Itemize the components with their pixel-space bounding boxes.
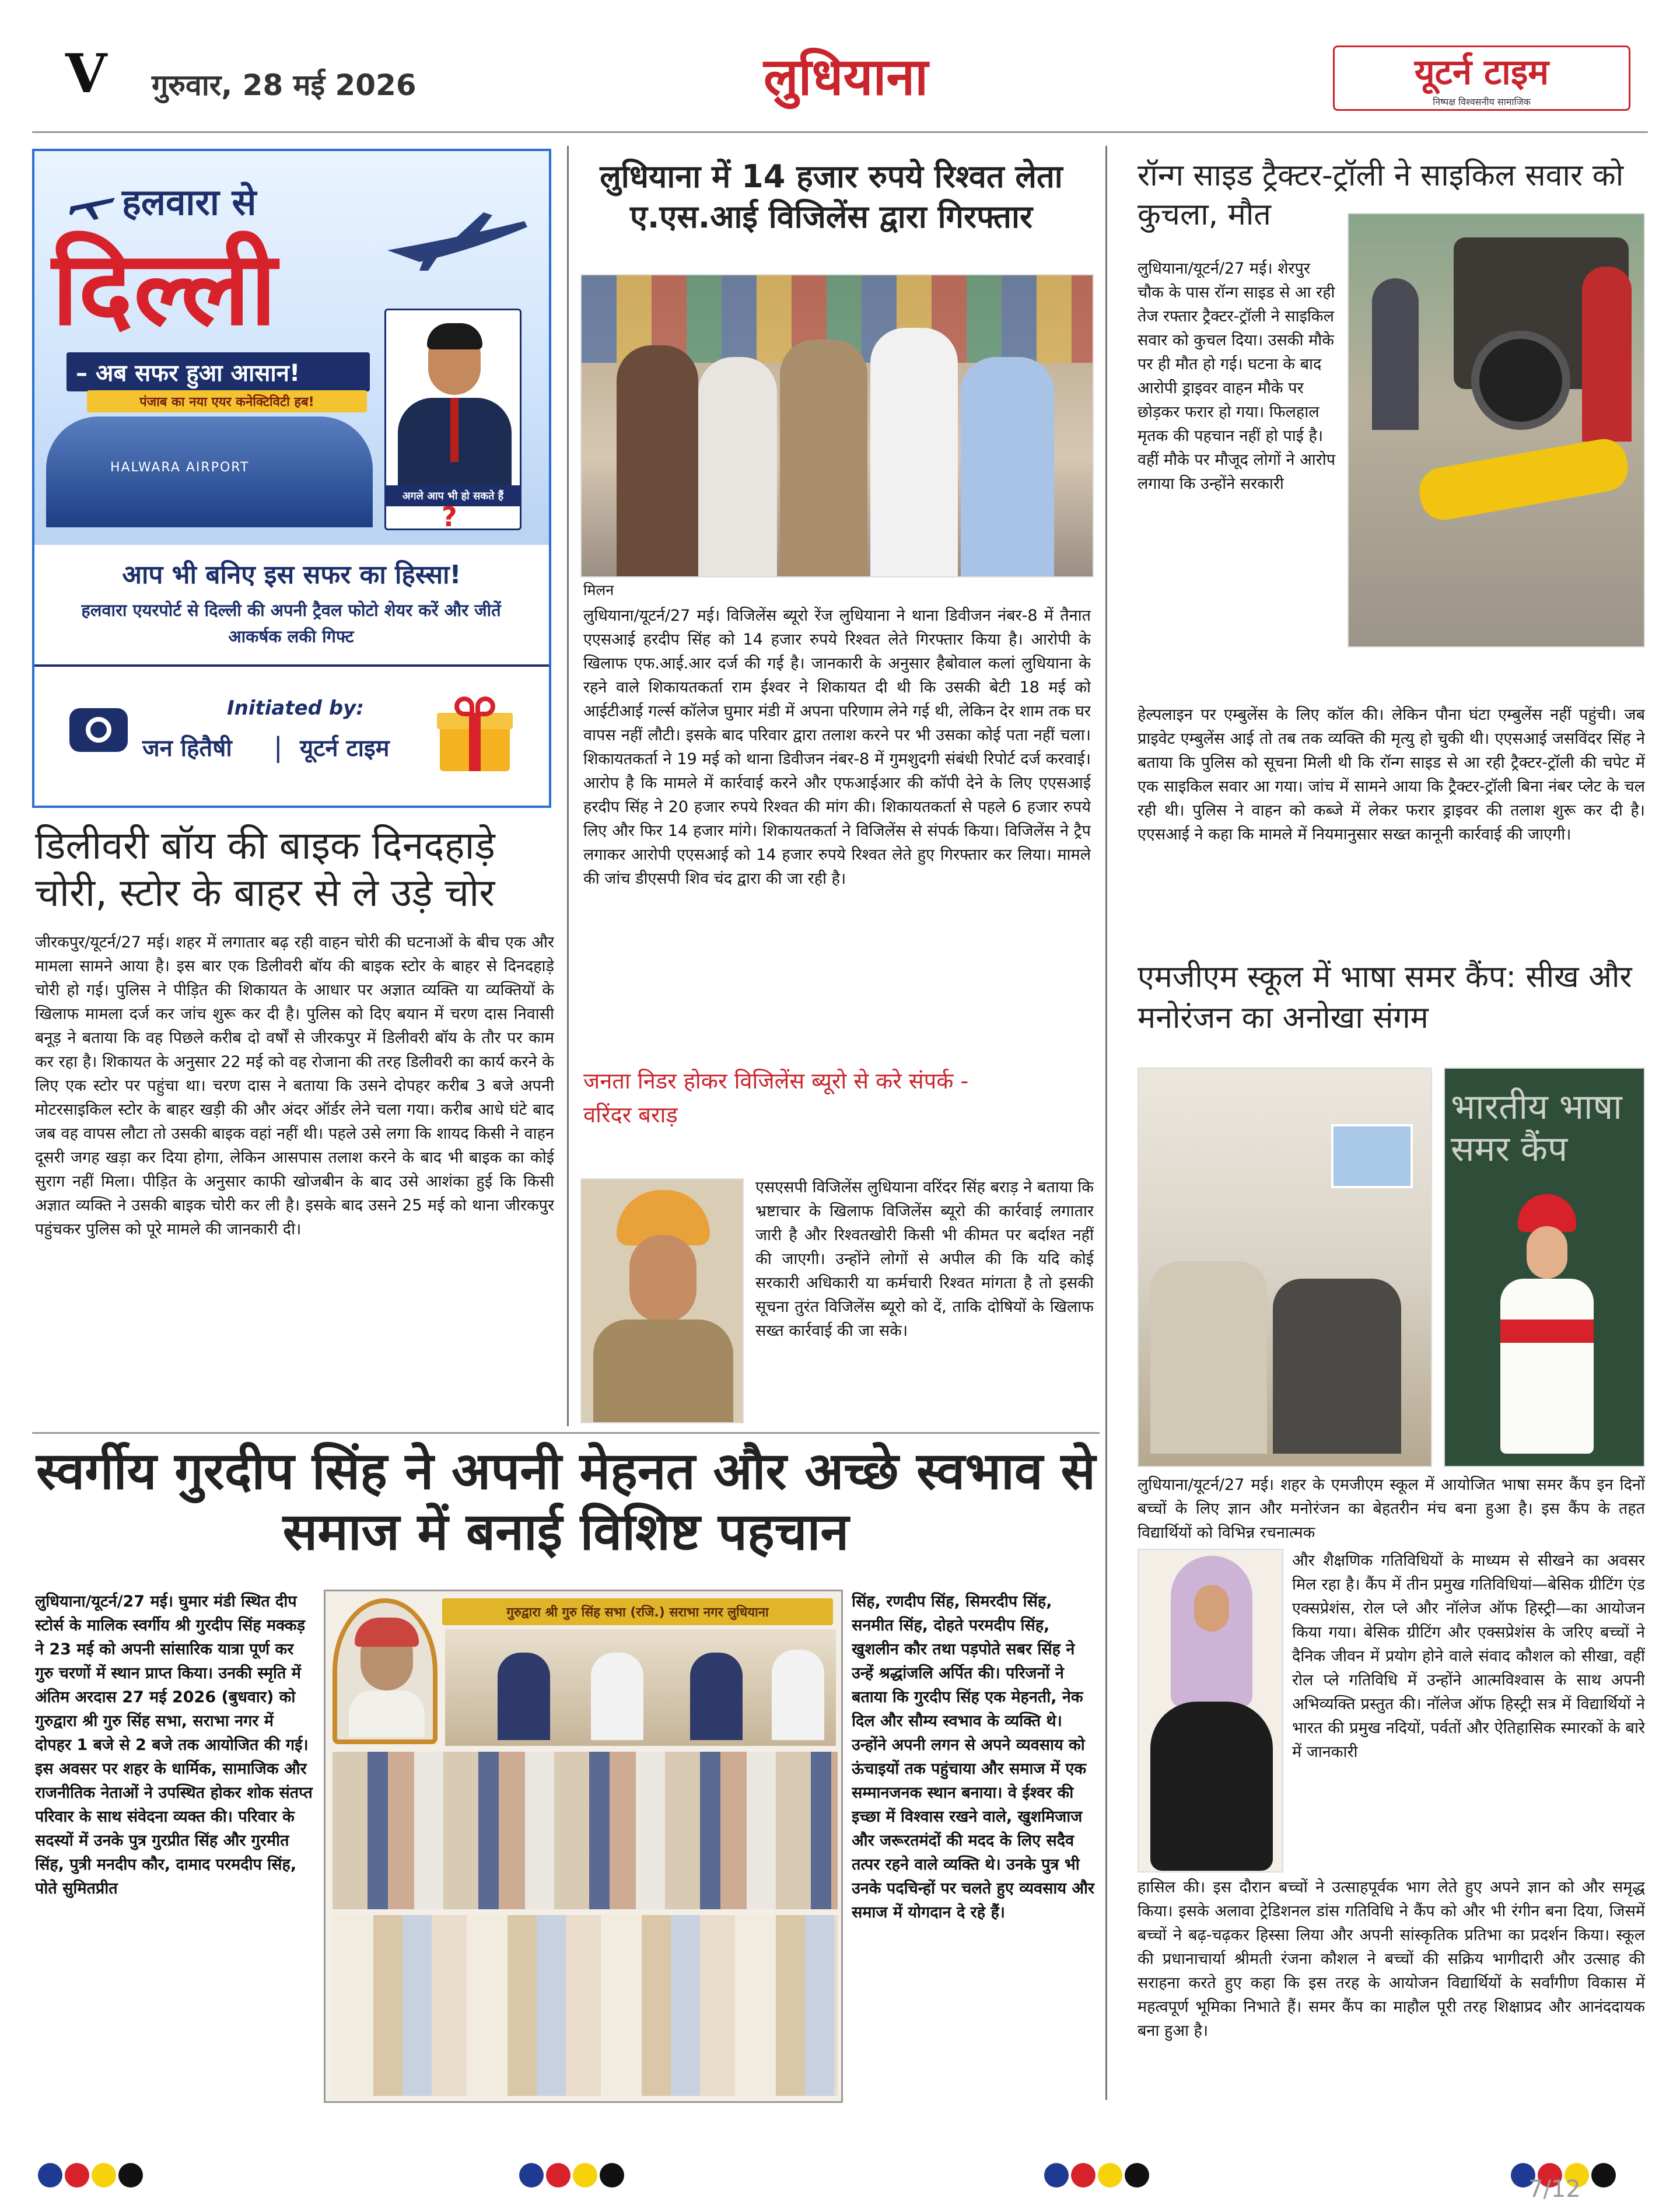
issue-letter: V [65,42,107,105]
ssp-portrait [580,1178,744,1423]
gurdeep-body-left: लुधियाना/यूटर्न/27 मई। घुमार मंडी स्थित दीप स्टोर्स के मालिक स्वर्गीय श्री गुरदीप सिंह मक्कड़ ने 23 मई को अपनी सांसारिक यात्रा पूर्ण कर गुरु चरणों में स्थान प्राप्त किया। उनकी स्मृति में अंतिम अरदास 27 मई 2026 (बुधवार) को गुरुद्वारा श्री गुरु सिंह सभा, सराभा नगर में दोपहर 1 बजे से 2 बजे तक आयोजित की गई। इस अवसर पर शहर के धार्मिक, सामाजिक और राजनीतिक नेताओं ने उपस्थित होकर शोक संतप्त परिवार के साथ संवेदना व्यक्त की। परिवार के सदस्यों में उनके पुत्र गुरप्रीत सिंह और गुरमीत सिंह, पुत्री मनदीप कौर, दामाद परमदीप सिंह, पोते सुमितप्रीत [35,1592,313,1898]
color-dots-3 [1044,2163,1152,2190]
chalkboard-text: भारतीय भाषा समर कैंप [1451,1087,1622,1170]
tractor-wheel [1471,331,1570,430]
vigilance-headline: लुधियाना में 14 हजार रुपये रिश्वत लेता ए.एस.आई विजिलेंस द्वारा गिरफ्तार [600,158,1063,236]
col-rule-1 [567,146,569,1426]
kirtan-scene [445,1629,836,1746]
org-uturn-time: यूटर्न टाइम [300,735,390,762]
attendees-women [332,1915,838,2096]
masthead-date: गुरुवार, 28 मई 2026 [152,68,416,102]
ad-line1: हलवारा से [122,181,257,223]
mgm-body-bottom: हासिल की। इस दौरान बच्चों ने उत्साहपूर्वक भाग लेते हुए अपने ज्ञान को और समृद्ध किया। इसके अलावा ट्रेडिशनल डांस गतिविधि ने कैंप को और भी रंगीन बना दिया, जिसमें बच्चों ने बढ़-चढ़कर हिस्सा लिया और अपनी सांस्कृतिक प्रतिभा का प्रदर्शन किया। स्कूल की प्रधानाचार्या श्रीमती रंजना कौशल ने बच्चों की सक्रिय भागीदारी और उत्साह की सराहना करते हुए कहा कि इस तरह के आयोजन विद्यार्थियों के सर्वांगीण विकास में महत्वपूर्ण भूमिका निभाते हैं। समर कैंप का माहौल पूरी तरह शिक्षाप्रद और आनंददायक बना हुआ है। [1138,1878,1645,2041]
logo-tagline: निष्पक्ष विश्वसनीय सामाजिक [1433,96,1531,107]
color-dots-2 [519,2163,626,2190]
ad-cta: आप भी बनिए इस सफर का हिस्सा! [122,560,461,590]
dot-red [65,2163,89,2188]
dot-black [118,2163,143,2188]
color-dots-1 [38,2163,145,2190]
girl-photo [1444,1068,1645,1467]
travel-ad [32,149,551,808]
logo-text: यूटर्न टाइम [1414,52,1549,93]
person-5 [961,357,1054,578]
mgm-headline: एमजीएम स्कूल में भाषा समर कैंप: सीख और मनोरंजन का अनोखा संगम [1138,960,1632,1036]
person-1 [617,345,698,578]
mgm-body-narrow: और शैक्षणिक गतिविधियों के माध्यम से सीखने का अवसर मिल रहा है। कैंप में तीन प्रमुख गतिविधियां—बेसिक ग्रीटिंग एंड एक्सप्रेशंस, रोल प्ले और नॉलेज ऑफ हिस्ट्री—का आयोजन किया गया। बेसिक ग्रीटिंग और एक्सप्रेशंस के जरिए बच्चों ने दैनिक जीवन में प्रयोग होने वाले संवाद कौशल को सीखा, वहीं रोल प्ले गतिविधि में उन्होंने आत्मविश्वास के साथ अपनी अभिव्यक्ति प्रस्तुत की। नॉलेज ऑफ हिस्ट्री सत्र में विद्यार्थियों ने भारत की प्रमुख नदियों, पर्वतों और ऐतिहासिक स्मारकों के बारे में जानकारी [1292,1552,1645,1762]
ssp-quote: एसएसपी विजिलेंस लुधियाना वरिंदर सिंह बराड़ ने बताया कि भ्रष्टाचार के खिलाफ विजिलेंस ब्यूरो की कार्रवाई लगातार जारी है और रिश्वतखोरी किसी भी कीमत पर बर्दाश्त नहीं की जाएगी। उन्होंने लोगों से अपील की कि यदि कोई सरकारी अधिकारी या कर्मचारी रिश्वत मांगता है तो इसकी सूचना तुरंत विजिलेंस ब्यूरो को दें, ताकि दोषियों के खिलाफ सख्त कार्रवाई की जा सके। [755,1178,1094,1340]
org-jan-hitaishi: जन हितैषी [142,735,232,762]
girl-sash [1500,1320,1594,1343]
initiated-label: Initiated by: [227,696,364,720]
bystander-2 [1582,267,1632,442]
ad-line2: दिल्ली [52,230,278,348]
tractor-headline: रॉन्ग साइड ट्रैक्टर-ट्रॉली ने साइकिल सवार को कुचला, मौत [1138,158,1624,232]
jet-icon [384,204,530,274]
silhouette-tie [450,398,459,462]
dot-black [1125,2163,1149,2188]
gurdeep-top-rule [32,1432,1100,1434]
gurdeep-headline: स्वर्गीय गुरदीप सिंह ने अपनी मेहनत और अच्छे स्वभाव से समाज में बनाई विशिष्ट पहचान [36,1441,1096,1562]
gurdeep-photo-collage [324,1590,843,2103]
tractor-photo [1348,213,1645,648]
airport-sign: HALWARA AIRPORT [110,460,250,475]
vigilance-subhead: जनता निडर होकर विजिलेंस ब्यूरो से करे संपर्क - [583,1068,969,1094]
airplane-icon [69,186,116,221]
student-row-1 [1150,1261,1267,1454]
gift-icon [437,696,513,772]
dancer-veil [1171,1556,1252,1707]
photo-placeholder [384,309,522,530]
vigilance-photo [580,274,1094,578]
attendees-men [332,1752,838,1909]
camera-icon [69,708,128,752]
vigilance-caption: मिलन [583,582,614,598]
dot-yellow [1098,2163,1122,2188]
page-number: 7/12 [1528,2176,1581,2203]
uniform [593,1320,733,1423]
ad-cta-sub: हलवारा एयरपोर्ट से दिल्ली की अपनी ट्रैवल फोटो शेयर करें और जीतें आकर्षक लकी गिफ्ट [81,600,501,646]
mgm-body-top: लुधियाना/यूटर्न/27 मई। शहर के एमजीएम स्कूल में आयोजित भाषा समर कैंप इन दिनों बच्चों के लिए ज्ञान और मनोरंजन का बेहतरीन मंच बना हुआ है। इस कैंप के तहत विद्यार्थियों को विभिन्न रचनात्मक [1138,1476,1645,1542]
vigilance-subhead-name: वरिंदर बराड़ [583,1102,678,1128]
dot-blue [519,2163,544,2188]
person-2 [698,357,777,578]
girl-face [1527,1226,1567,1279]
dancer-skirt [1150,1702,1273,1871]
tractor-body-wide: हेल्पलाइन पर एम्बुलेंस के लिए कॉल की। लेकिन पौना घंटा एम्बुलेंस नहीं पहुंची। जब प्राइवेट एम्बुलेंस आई तो तब तक व्यक्ति की मृत्यु हो चुकी थी। एएसआई जसविंदर सिंह ने बताया कि पुलिस को सूचना मिली थी कि रॉन्ग साइड से आ रही ट्रैक्टर-ट्रॉली की चपेट में एक साइकिल सवार आ गया। जांच में सामने आया कि ट्रैक्टर-ट्रॉली बिना नंबर प्लेट के चल रही थी। पुलिस ने वाहन को कब्जे में लेकर फरार ड्राइवर की तलाश शुरू कर दी है। एएसआई ने कहा कि मामले में नियमानुसार सख्त कानूनी कार्रवाई की जाएगी। [1138,706,1645,844]
who-label: अगले आप भी हो सकते हैं [386,485,520,506]
dancer-face [1194,1585,1229,1632]
ad-line4: पंजाब का नया एयर कनेक्टिविटी हब! [87,390,367,412]
dot-yellow [92,2163,116,2188]
org-separator: | [274,732,283,763]
ad-divider [34,664,549,667]
dot-blue [1044,2163,1069,2188]
bike-body: जीरकपुर/यूटर्न/27 मई। शहर में लगातार बढ़ रही वाहन चोरी की घटनाओं के बीच एक और मामला सामने आया है। इस बार एक डिलीवरी बॉय की बाइक स्टोर के बाहर से दिनदहाड़े चोरी हो गई। पुलिस ने पीड़ित की शिकायत के आधार पर अज्ञात व्यक्ति या व्यक्तियों के खिलाफ मामला दर्ज कर जांच शुरू कर दी है। पुलिस को दिए बयान में चरण दास निवासी बनूड़ ने बताया कि वह पिछले करीब दो वर्षों से जीरकपुर में डिलीवरी बॉय के तौर पर काम कर रहा है। शिकायत के अनुसार 22 मई को वह रोजाना की तरह डिलीवरी का कार्य करने के लिए एक स्टोर पर पहुंचा था। चरण दास ने बताया कि उसने दोपहर करीब 3 बजे अपनी मोटरसाइकिल स्टोर के बाहर खड़ी की और अंदर ऑर्डर लेने चला गया। करीब आधे घंटे बाद जब वह वापस लौटा तो उसकी बाइक वहां नहीं थी। पहले उसे लगा कि शायद किसी ने वाहन दूसरी जगह खड़ा कर दिया होगा, लेकिन आसपास तलाश करने के बाद भी बाइक का कोई सुराग नहीं मिला। पीड़ित के अनुसार काफी खोजबीन के बाद उसे आशंका हुई कि किसी अज्ञात व्यक्ति ने उसकी बाइक चोरी कर ली है। इसके बाद उसने 25 मई को थाना जीरकपुर पहुंचकर पुलिस को पूरे मामले की जानकारी दी। [35,933,554,1239]
victim-cloth [1416,435,1632,523]
masthead-rule [32,131,1648,133]
masthead-city: लुधियाना [763,47,929,107]
dot-black [600,2163,624,2188]
ad-line3: – अब सफर हुआ आसान! [66,352,370,391]
person-4 [870,328,958,578]
bike-headline: डिलीवरी बॉय की बाइक दिनदहाड़े चोरी, स्टोर के बाहर से ले उड़े चोर [35,823,495,915]
dot-yellow [573,2163,597,2188]
dot-red [1071,2163,1096,2188]
masthead-logo [1333,46,1630,111]
student-row-2 [1273,1279,1401,1454]
dot-black [1591,2163,1616,2188]
silhouette-hair [427,323,482,349]
face [629,1235,696,1322]
dancer-photo [1138,1549,1283,1873]
tractor-body-narrow: लुधियाना/यूटर्न/27 मई। शेरपुर चौक के पास रॉन्ग साइड से आ रही तेज रफ्तार ट्रैक्टर-ट्रॉली ने साइकिल सवार को कुचल दिया। उसकी मौके पर ही मौत हो गई। घटना के बाद आरोपी ड्राइवर वाहन मौके पर छोड़कर फरार हो गया। फिलहाल मृतक की पहचान नहीं हो पाई है। वहीं मौके पर मौजूद लोगों ने आरोप लगाया कि उन्होंने सरकारी [1138,260,1336,494]
vigilance-body: लुधियाना/यूटर्न/27 मई। विजिलेंस ब्यूरो रेंज लुधियाना ने थाना डिवीजन नंबर-8 में तैनात एएसआई हरदीप सिंह को 14 हजार रुपये रिश्वत लेते गिरफ्तार किया है। आरोपी के खिलाफ एफ.आई.आर दर्ज की गई है। जानकारी के अनुसार हैबोवाल कलां लुधियाना के रहने वाले शिकायतकर्ता राम ईश्वर ने शिकायत दी थी कि उसकी बेटी 18 मई को आईटीआई गर्ल्स कॉलेज घुमार मंडी में अपना परिणाम लेने गई थी, लेकिन देर शाम तक घर वापस नहीं लौटी। इसके बाद परिवार द्वारा तलाश करने पर भी उसका कोई पता नहीं चला। शिकायतकर्ता ने 19 मई को थाना डिवीजन नंबर-8 में गुमशुदगी संबंधी रिपोर्ट दर्ज करवाई। आरोप है कि मामले में कार्रवाई करने और एफआईआर की कॉपी देने के लिए एएसआई हरदीप सिंह ने 20 हजार रुपये रिश्वत की मांग की। शिकायतकर्ता से पहले 6 हजार रुपये लिए और फिर 14 हजार मांगे। शिकायतकर्ता ने विजिलेंस से संपर्क किया। विजिलेंस ने ट्रैप लगाकर आरोपी एएसआई को 14 हजार रुपये रिश्वत लेते हुए गिरफ्तार कर लिया। मामले की जांच डीएसपी शिव चंद द्वारा की जा रही है। [583,607,1091,888]
classroom-photo [1138,1068,1432,1467]
dot-blue [38,2163,62,2188]
col-rule-2 [1105,146,1107,2100]
bystander-1 [1372,278,1419,430]
dot-red [546,2163,570,2188]
person-3-police [780,340,867,578]
girl-dress [1500,1279,1594,1454]
question-mark: ? [442,501,457,530]
gurdeep-body-right: सिंह, रणदीप सिंह, सिमरदीप सिंह, सनमीत सिंह, दोहते परमदीप सिंह, खुशलीन कौर तथा पड़पोते सबर सिंह ने उन्हें श्रद्धांजलि अर्पित की। परिजनों ने बताया कि गुरदीप सिंह एक मेहनती, नेक दिल और सौम्य स्वभाव के व्यक्ति थे। उन्होंने अपनी लगन से अपने व्यवसाय को ऊंचाइयों तक पहुंचाया और समाज में एक सम्मानजनक स्थान बनाया। वे ईश्वर की इच्छा में विश्वास रखने वाले, खुशमिजाज और जरूरतमंदों की मदद के लिए सदैव तत्पर रहने वाले व्यक्ति थे। उनके पुत्र भी उनके पदचिन्हों पर चलते हुए व्यवसाय और समाज में योगदान दे रहे हैं। [852,1592,1095,1922]
memorial-portrait [332,1598,438,1744]
projector-screen [1331,1124,1413,1188]
gurdwara-banner: गुरुद्वारा श्री गुरु सिंह सभा (रजि.) सराभा नगर लुधियाना [442,1598,833,1625]
